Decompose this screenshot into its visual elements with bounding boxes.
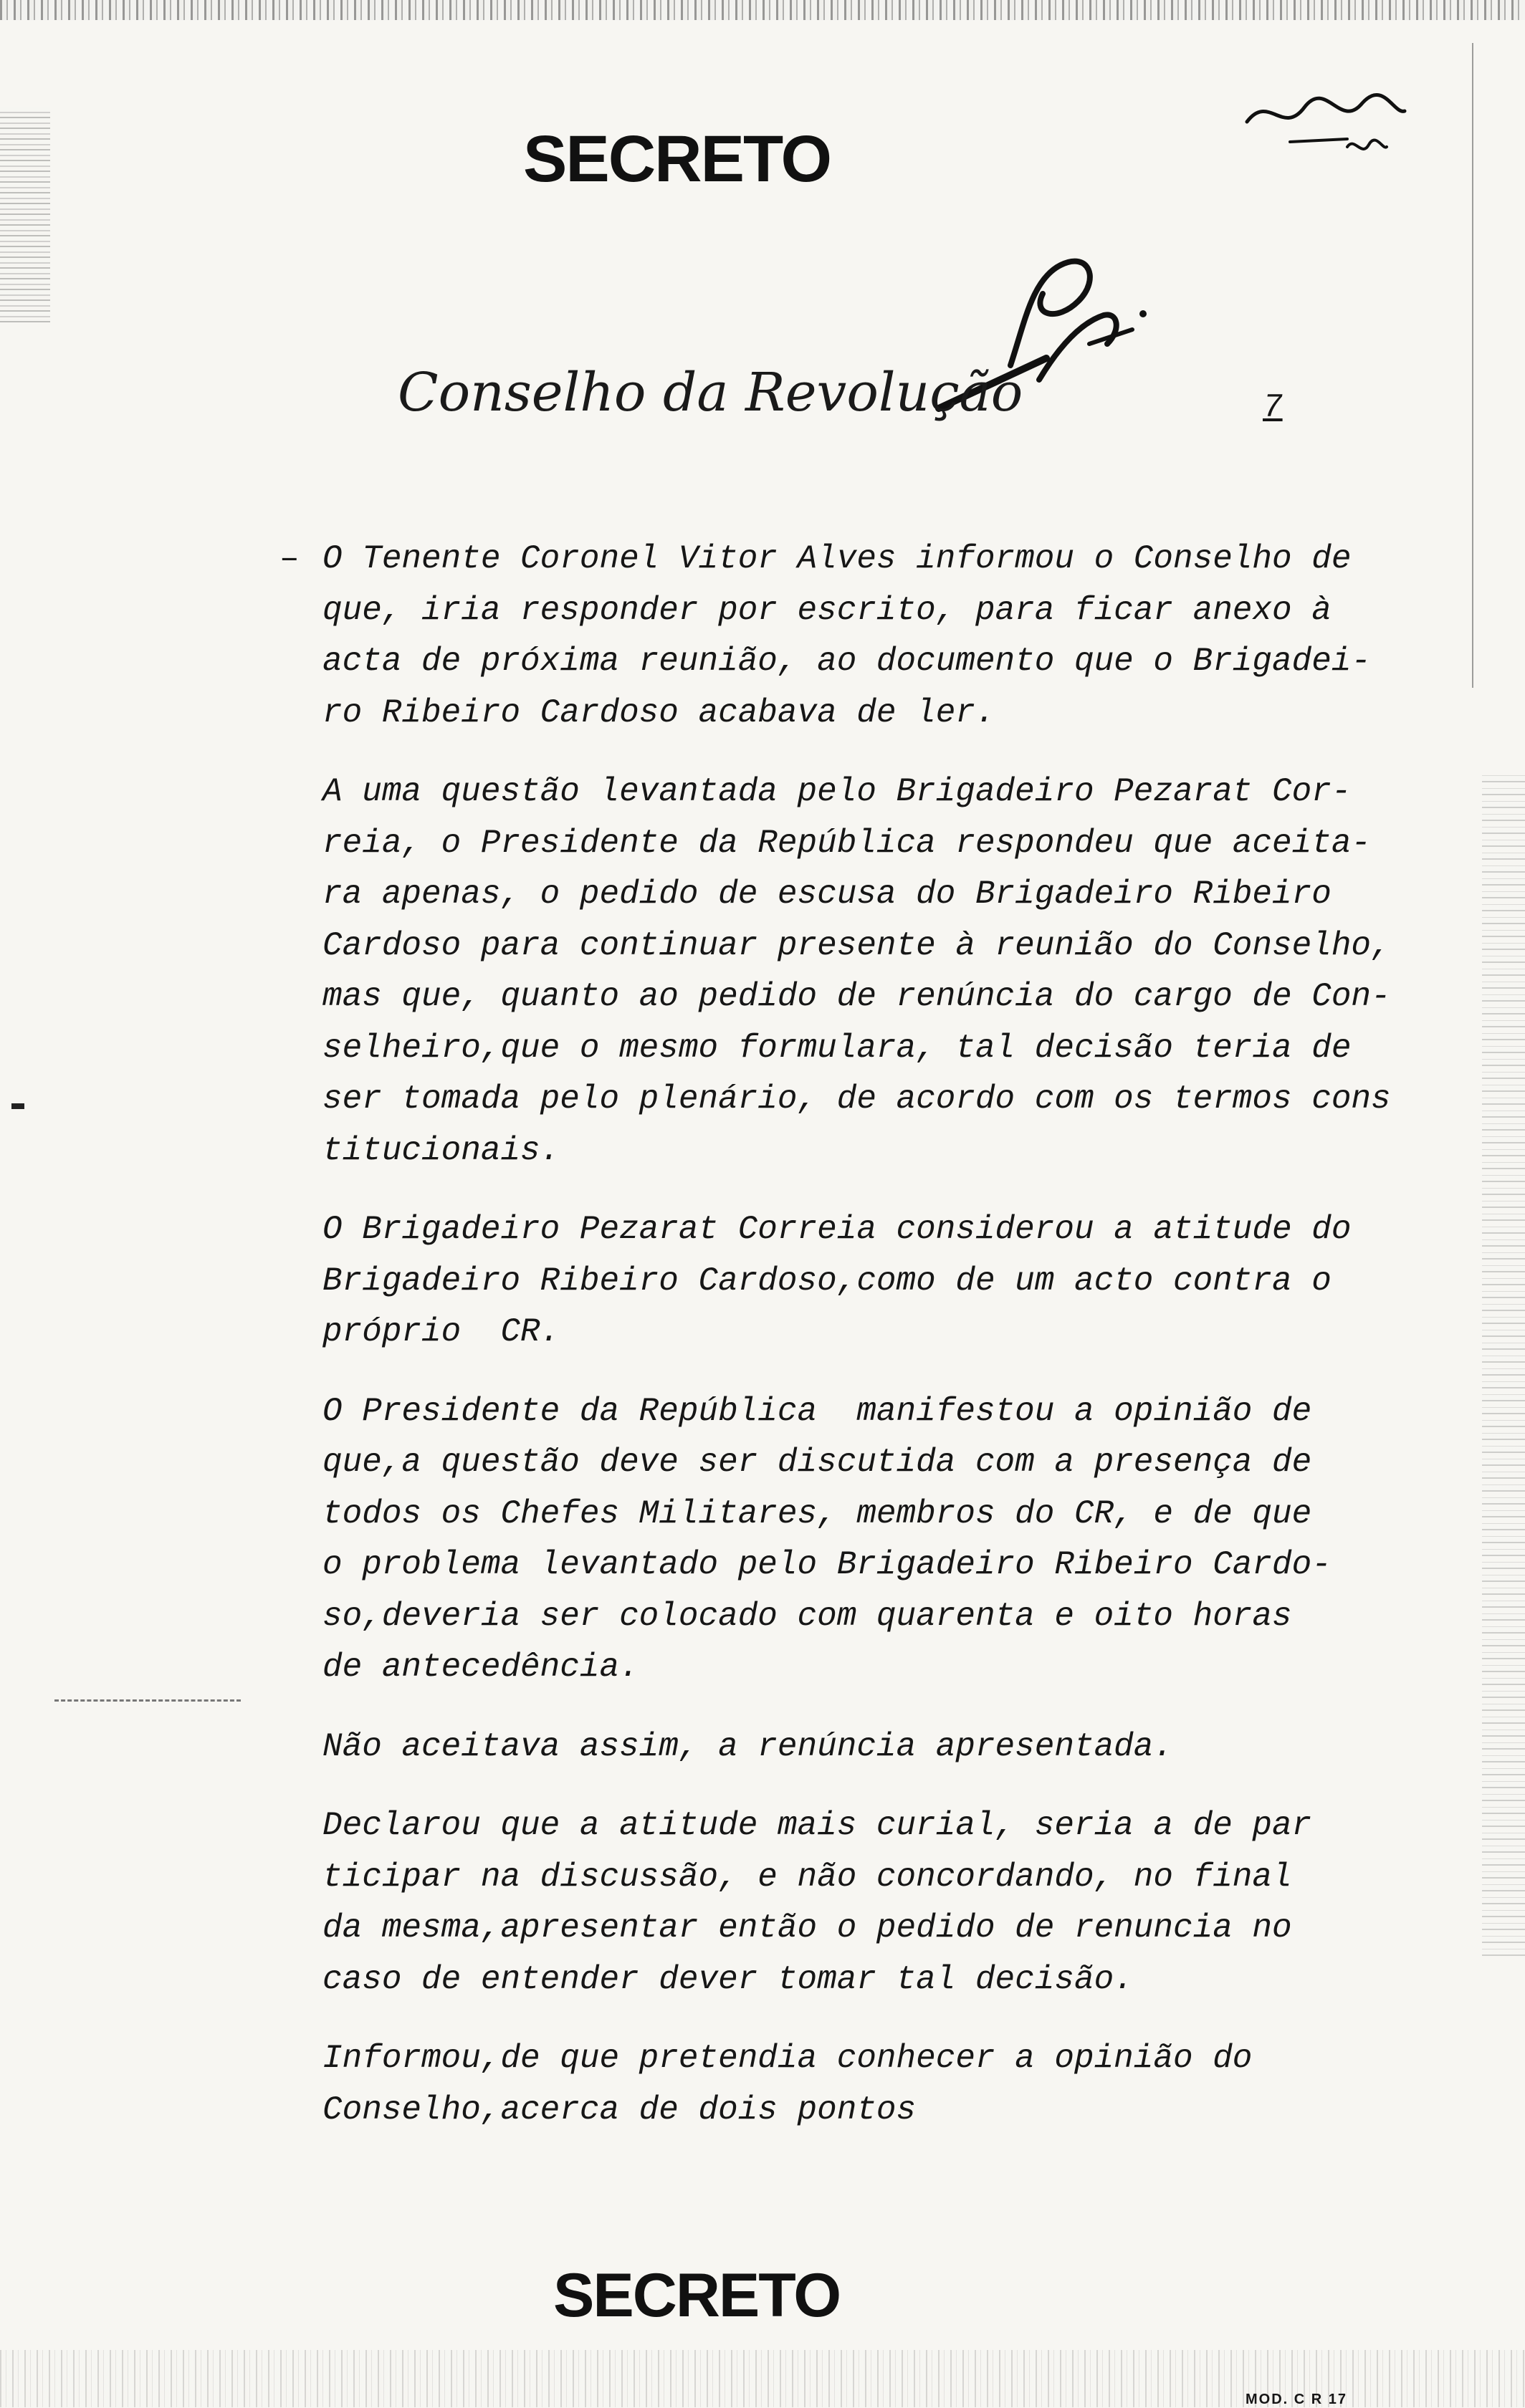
text-line: ser tomada pelo plenário, de acordo com os termos cons (322, 1080, 1391, 1118)
scan-noise-left (0, 107, 50, 322)
page-edge-line (1472, 43, 1473, 688)
text-line: todos os Chefes Militares, membros do CR, e de que (322, 1495, 1312, 1532)
text-line: mas que, quanto ao pedido de renúncia do cargo de Con- (322, 978, 1391, 1015)
text-line: A uma questão levantada pelo Brigadeiro Pezarat Cor- (322, 773, 1352, 810)
text-line: ro Ribeiro Cardoso acabava de ler. (322, 694, 995, 731)
text-line: O Brigadeiro Pezarat Correia considerou a atitude do (322, 1211, 1352, 1248)
scan-noise-top (0, 0, 1525, 20)
text-line: que,a questão deve ser discutida com a presença de (322, 1444, 1312, 1481)
paragraph (279, 534, 1426, 739)
text-line: caso de entender dever tomar tal decisão. (322, 1960, 1134, 1998)
text-line: o problema levantado pelo Brigadeiro Ribeiro Cardo- (322, 1546, 1332, 1583)
paragraph (322, 2033, 1426, 2136)
text-line: de antecedência. (322, 1649, 639, 1686)
text-line: Brigadeiro Ribeiro Cardoso,como de um acto contra o (322, 1262, 1332, 1300)
page-number: 7 (1263, 389, 1283, 426)
text-line: Declarou que a atitude mais curial, seria a de par (322, 1807, 1312, 1844)
classification-stamp-bottom: SECRETO (553, 2261, 841, 2330)
text-line: acta de próxima reunião, ao documento que o Brigadei- (322, 643, 1372, 680)
handwritten-initials (1240, 79, 1412, 172)
text-line: selheiro,que o mesmo formulara, tal decisão teria de (322, 1029, 1352, 1067)
paragraph (322, 1722, 1426, 1773)
text-line: titucionais. (322, 1131, 560, 1169)
text-line: Informou,de que pretendia conhecer a opinião do (322, 2040, 1253, 2077)
text-line: que, iria responder por escrito, para ficar anexo à (322, 591, 1332, 629)
form-code: MOD. C R 17 (1246, 2392, 1348, 2407)
text-line: Conselho,acerca de dois pontos (322, 2091, 917, 2129)
paragraph (322, 1386, 1426, 1694)
text-line: da mesma,apresentar então o pedido de renuncia no (322, 1909, 1292, 1947)
text-line: Cardoso para continuar presente à reunião do Conselho, (322, 926, 1391, 964)
text-line: próprio CR. (322, 1313, 560, 1351)
scan-noise-right (1482, 774, 1525, 1956)
text-line: ticipar na discussão, e não concordando, no final (322, 1858, 1292, 1896)
council-header: Conselho da Revolução (398, 362, 1023, 423)
margin-mark (11, 1103, 24, 1109)
minutes-body (279, 534, 1426, 2164)
list-dash: – (279, 540, 300, 577)
text-line: ra apenas, o pedido de escusa do Brigadeiro Ribeiro (322, 876, 1332, 913)
text-line: O Tenente Coronel Vitor Alves informou o Conselho de (322, 540, 1352, 577)
text-line: reia, o Presidente da República respondeu que aceita- (322, 824, 1372, 862)
margin-dash-line (54, 1699, 241, 1702)
text-line: O Presidente da República manifestou a opinião de (322, 1392, 1312, 1430)
paragraph (322, 767, 1426, 1176)
text-line: so,deveria ser colocado com quarenta e oito horas (322, 1597, 1292, 1635)
classification-stamp-top: SECRETO (523, 123, 831, 196)
paragraph (322, 1204, 1426, 1358)
paragraph (322, 1800, 1426, 2005)
text-line: Não aceitava assim, a renúncia apresentada. (322, 1727, 1173, 1765)
